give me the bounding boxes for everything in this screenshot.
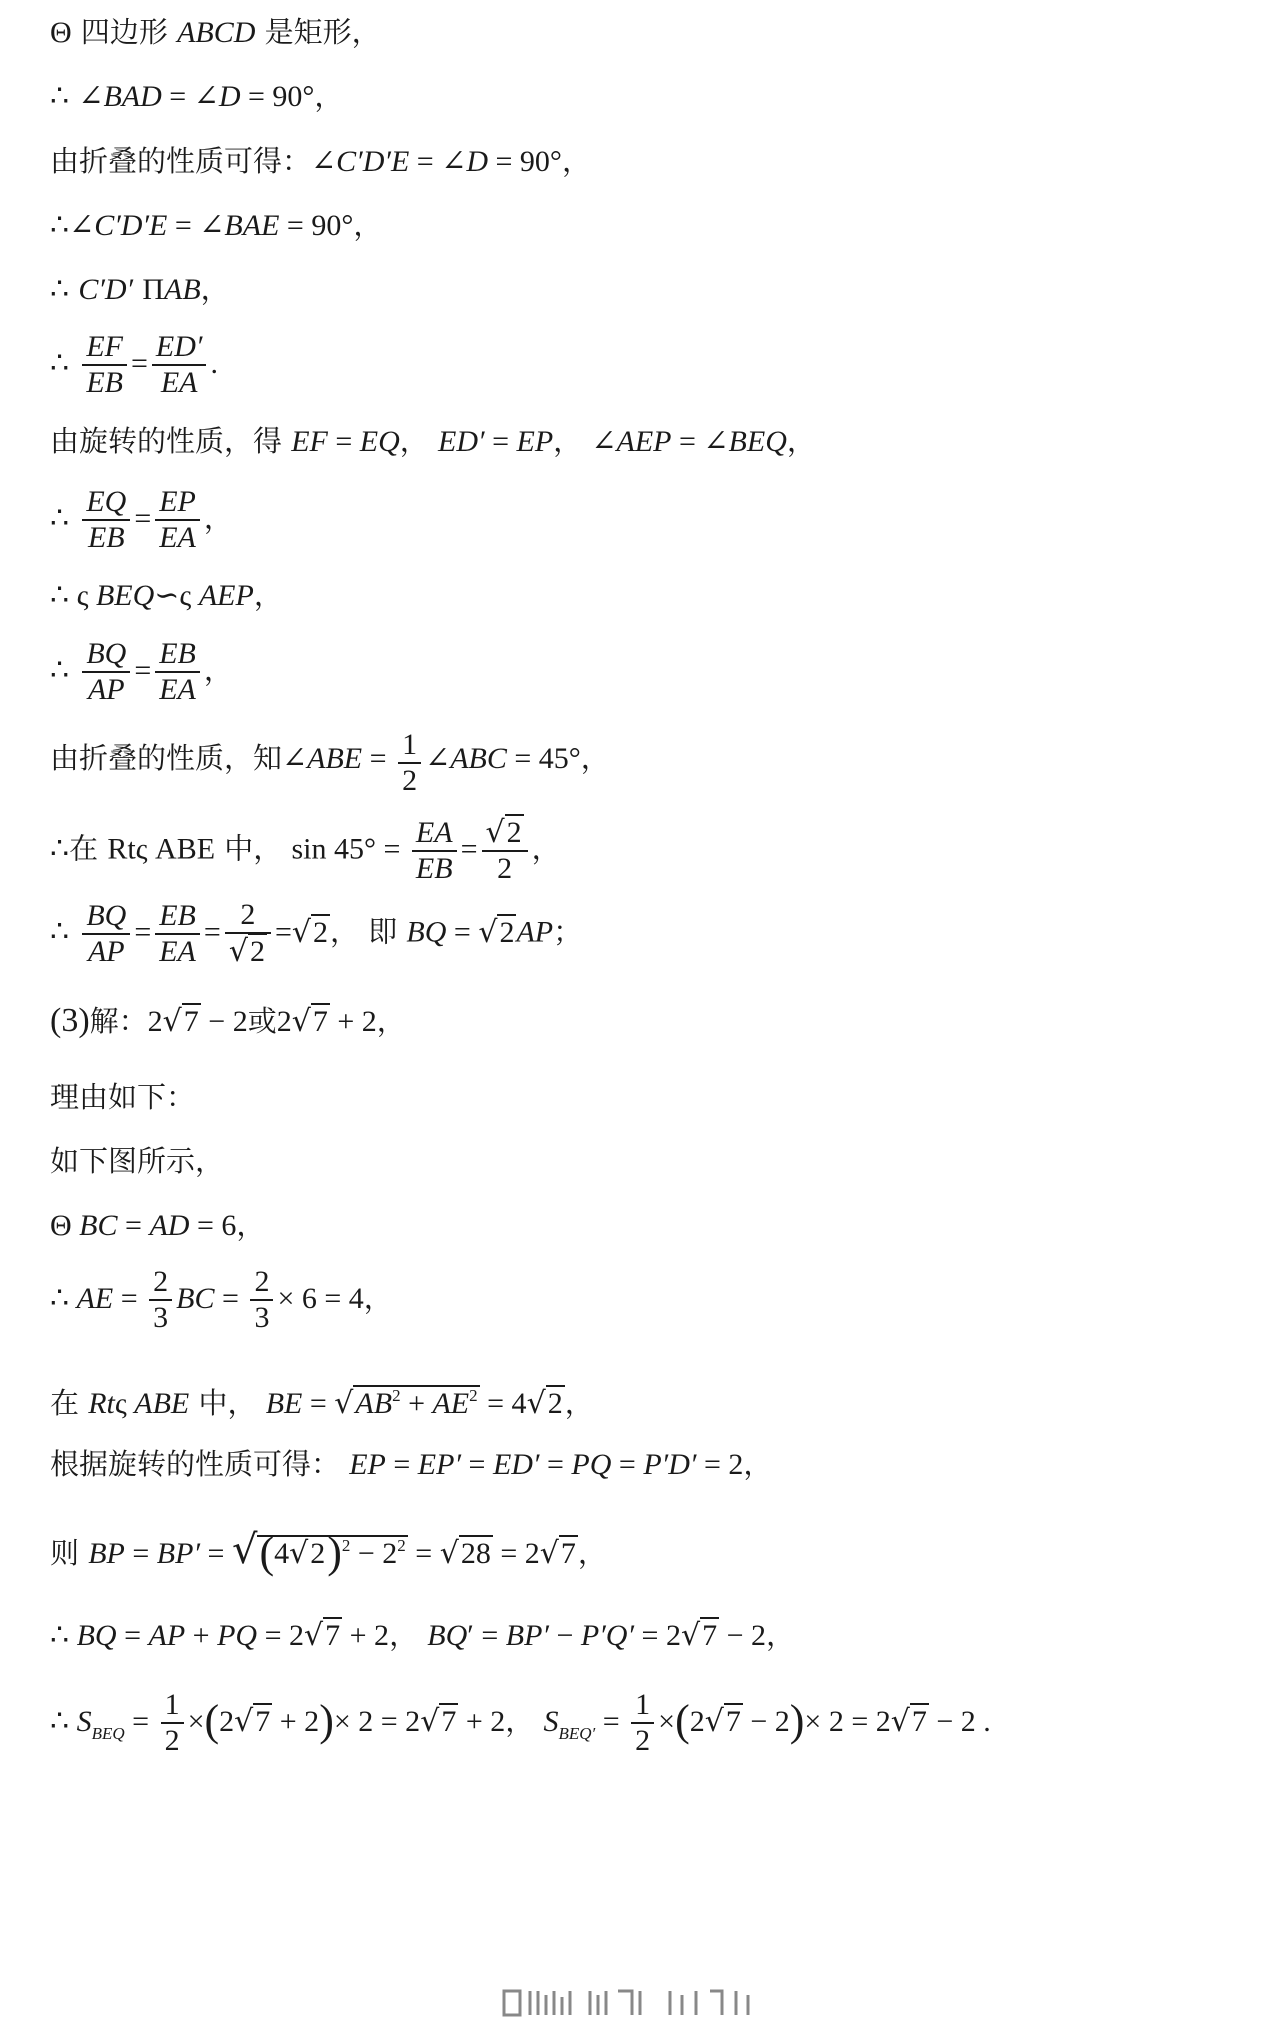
line-22: ∴ BQ = AP + PQ = 2√7 + 2， BQ′ = BP′ − P′Q′ = 2√7 − 2， bbox=[50, 1618, 796, 1653]
fraction: $\frac{2}{√2}$ bbox=[225, 898, 271, 969]
fraction: $\frac{EF}{EB}$ bbox=[82, 330, 127, 400]
fraction: $\frac{EQ}{EB}$ bbox=[82, 485, 130, 555]
line-8: ∴ $\frac{EQ}{EB}$ = $\frac{EP}{EA}$ ， bbox=[50, 485, 233, 554]
line-23: ∴ $S_{BEQ}$ = $\frac{1}{2}$ ×(2√7 + 2)× 2 = 2√7 + 2， $S_{BEQ'}$ = $\frac{1}{2}$ ×(2√7 − 2)× 2 = 2√7 − 2 . bbox=[50, 1688, 991, 1757]
fraction: $\frac{EA}{EB}$ bbox=[412, 816, 457, 886]
line-17: Θ BC = AD = 6， bbox=[50, 1208, 266, 1242]
line-10: ∴ $\frac{BQ}{AP}$ = $\frac{EB}{EA}$ ， bbox=[50, 637, 233, 706]
line-14: (3)解：2√7 − 2或2√7 + 2， bbox=[50, 1002, 406, 1039]
line-12: ∴在 Rtς ABE 中， sin 45° = $\frac{EA}{EB}$ = $\frac{√2}{2}$ ， bbox=[50, 815, 561, 885]
fraction: $\frac{1}{2}$ bbox=[398, 728, 421, 798]
line-9: ∴ ς BEQ∽ς AEP， bbox=[50, 578, 283, 612]
watermark-logo bbox=[500, 1985, 780, 2020]
line-18: ∴ AE = $\frac{2}{3}$ BC = $\frac{2}{3}$ × 6 = 4， bbox=[50, 1265, 393, 1334]
line-7: 由旋转的性质，得 EF = EQ， ED′ = EP， ∠AEP = ∠BEQ， bbox=[50, 424, 816, 458]
fraction: $\frac{√2}{2}$ bbox=[482, 815, 528, 886]
fraction: $\frac{ED'}{EA}$ bbox=[152, 330, 207, 400]
line-1: Θ 四边形 ABCD 是矩形， bbox=[50, 15, 381, 49]
line-2: ∴ ∠BAD = ∠D = 90°， bbox=[50, 79, 344, 113]
fraction: $\frac{2}{3}$ bbox=[149, 1265, 172, 1335]
line-19: 在 Rtς ABE 中， BE = $√AB^2 + AE^2 = 4√2$， bbox=[50, 1386, 594, 1421]
fraction: $\frac{BQ}{AP}$ bbox=[82, 637, 130, 707]
line-5: ∴ C′D′ ΠAB， bbox=[50, 272, 230, 306]
line-13: ∴ $\frac{BQ}{AP}$ = $\frac{EB}{EA}$ = $\frac{2}{√2}$ =√2， 即 BQ = √2AP； bbox=[50, 898, 583, 969]
fraction: $\frac{EB}{EA}$ bbox=[155, 637, 200, 707]
line-6: ∴ $\frac{EF}{EB}$ = $\frac{ED'}{EA}$ . bbox=[50, 330, 218, 399]
line-16: 如下图所示， bbox=[50, 1144, 225, 1178]
fraction: $\frac{EP}{EA}$ bbox=[155, 485, 200, 555]
fraction: $\frac{2}{3}$ bbox=[250, 1265, 273, 1335]
line-3: 由折叠的性质可得：∠C′D′E = ∠D = 90°， bbox=[50, 144, 591, 178]
line-4: ∴∠C′D′E = ∠BAE = 90°， bbox=[50, 208, 383, 242]
fraction: $\frac{1}{2}$ bbox=[161, 1688, 184, 1758]
fraction: $\frac{1}{2}$ bbox=[631, 1688, 654, 1758]
line-20: 根据旋转的性质可得： EP = EP′ = ED′ = PQ = P′D′ = 2， bbox=[50, 1447, 773, 1481]
fraction: $\frac{BQ}{AP}$ bbox=[82, 899, 130, 969]
line-11: 由折叠的性质，知∠ABE = $\frac{1}{2}$ ∠ABC = 45°， bbox=[50, 728, 610, 797]
line-21: 则 BP = $BP' = √(4√2)^2 - 2^2 = √28 = 2√7$， bbox=[50, 1527, 607, 1577]
fraction: $\frac{EB}{EA}$ bbox=[155, 899, 200, 969]
line-15: 理由如下： bbox=[50, 1080, 196, 1114]
